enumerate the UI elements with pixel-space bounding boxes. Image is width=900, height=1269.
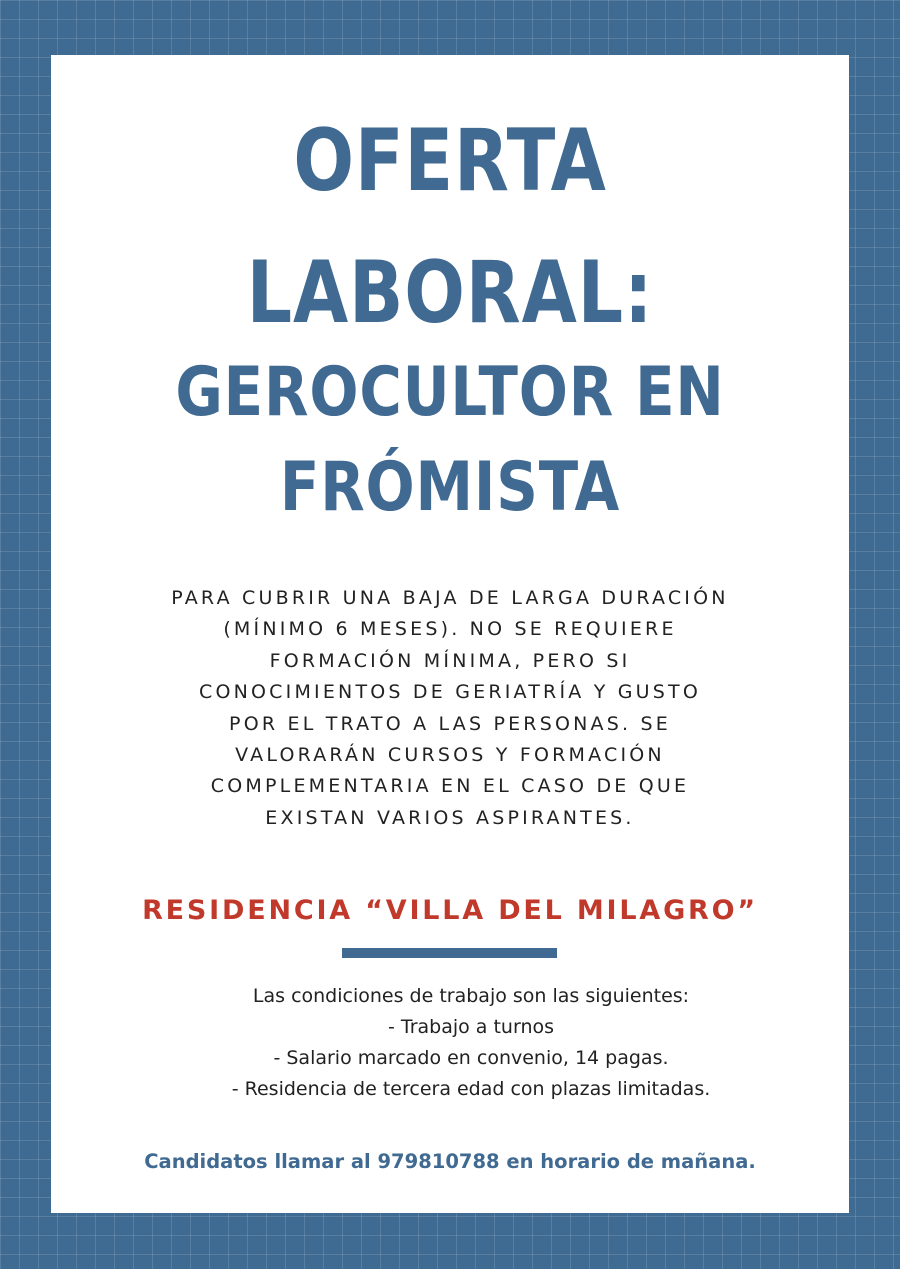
condition-item: - Salario marcado en convenio, 14 pagas. [273,1047,669,1069]
condition-item: - Trabajo a turnos [387,1016,555,1038]
divider [342,948,557,958]
job-description: PARA CUBRIR UNA BAJA DE LARGA DURACIÓN (MÍNIMO 6 MESES). NO SE REQUIERE FORMACIÓN MÍNIMA, PERO SI CONOCIMIENTOS DE GERIATRÍA Y GUSTO POR EL TRATO A LAS PERSONAS. SE VALORARÁN CURSOS Y FORMACIÓN COMPLEMENTARIA EN EL CASO DE QUE EXISTAN VARIOS ASPIRANTES. [171,587,729,829]
flyer-card [51,55,849,1213]
conditions-block [151,981,791,1105]
condition-item: - Residencia de tercera edad con plazas limitadas. [231,1078,711,1100]
title-line-3: GEROCULTOR EN [175,353,725,432]
conditions-intro: Las condiciones de trabajo son las siguientes: [252,985,690,1007]
residence-name: RESIDENCIA “VILLA DEL MILAGRO” [142,895,758,926]
title-line-4: FRÓMISTA [279,448,621,527]
title-line-1: OFERTA [293,111,607,211]
title-line-2: LABORAL: [246,243,654,343]
contact-info: Candidatos llamar al 979810788 en horario de mañana. [144,1150,756,1173]
